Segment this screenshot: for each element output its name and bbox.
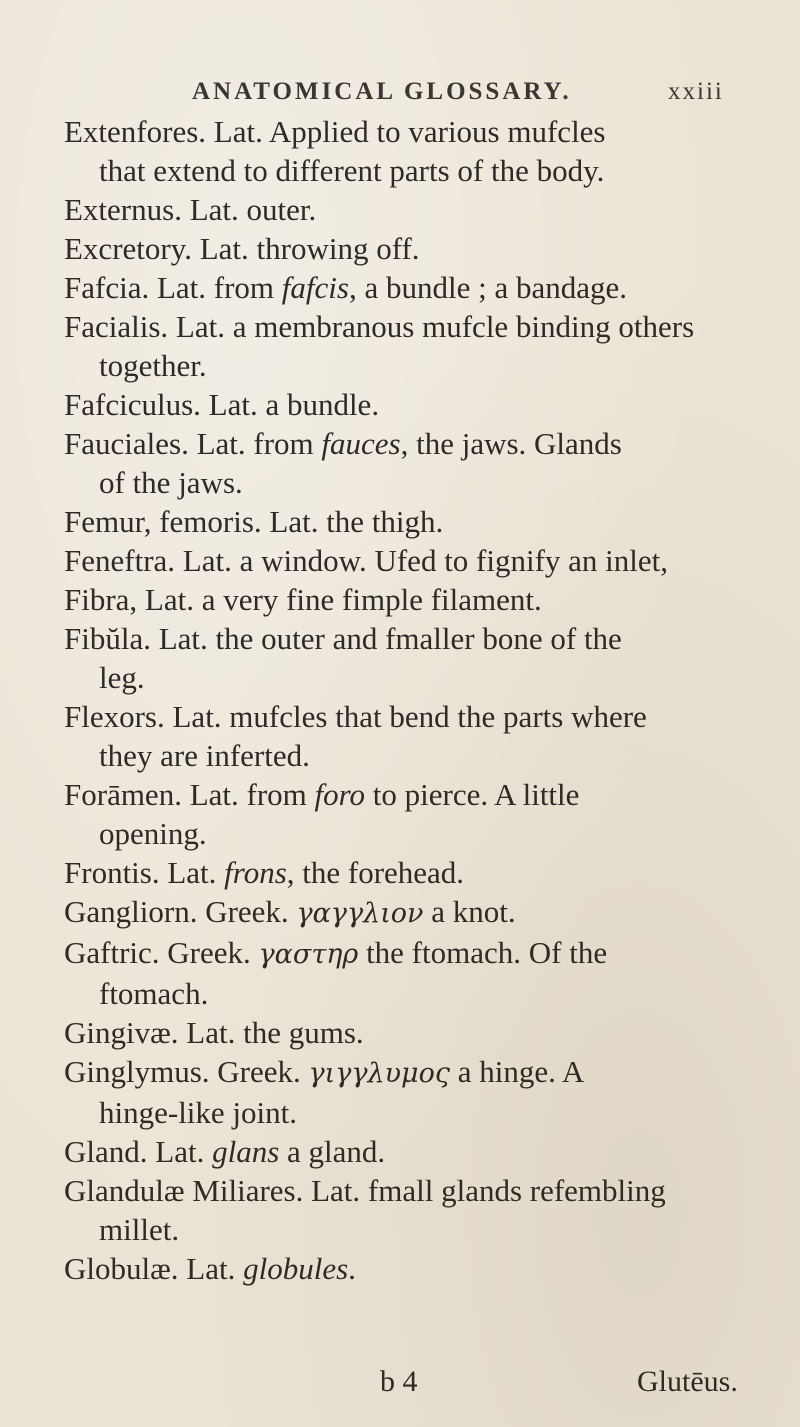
entry-frontis xyxy=(64,853,789,892)
entry-italic-term: fafcis xyxy=(281,270,349,305)
entry-flexors xyxy=(64,697,789,775)
entry-text: Flexors. Lat. mufcles that bend the parts where xyxy=(64,699,647,734)
entry-text: Gaftric. Greek. xyxy=(64,935,259,970)
entry-text: Fibra, Lat. a very fine fimple filament. xyxy=(64,582,542,617)
entry-text: Frontis. Lat. xyxy=(64,855,225,890)
entry-continuation: opening. xyxy=(99,816,207,851)
entry-text: Fauciales. Lat. from xyxy=(64,426,322,461)
entry-fafciculus xyxy=(64,385,789,424)
entry-text: , a bundle ; a bandage. xyxy=(348,270,627,305)
glossary-entries xyxy=(0,112,800,1288)
entry-continuation: leg. xyxy=(99,660,145,695)
entry-feneftra xyxy=(64,541,789,580)
entry-italic-term: frons xyxy=(224,855,287,890)
entry-text: Extenfores. Lat. Applied to various mufcles xyxy=(64,114,606,149)
entry-gaftric xyxy=(64,933,789,1013)
entry-glandulae-miliares xyxy=(64,1171,789,1249)
entry-italic-term: fauces xyxy=(321,426,401,461)
entry-text: Feneftra. Lat. a window. Ufed to fignify an inlet, xyxy=(64,543,669,578)
catchword: Glutēus. xyxy=(637,1365,738,1398)
entry-continuation: together. xyxy=(99,348,207,383)
entry-femur xyxy=(64,502,789,541)
entry-fibra xyxy=(64,580,789,619)
entry-text: a gland. xyxy=(279,1134,386,1169)
entry-continuation: millet. xyxy=(99,1212,180,1247)
entry-continuation: hinge-like joint. xyxy=(99,1095,298,1130)
entry-extenfores xyxy=(64,112,789,190)
entry-text: Fafciculus. Lat. a bundle. xyxy=(64,387,380,422)
entry-globulae xyxy=(64,1249,789,1288)
entry-text: . xyxy=(348,1251,356,1286)
entry-text: Femur, femoris. Lat. the thigh. xyxy=(64,504,444,539)
signature-mark: b 4 xyxy=(380,1365,418,1398)
entry-text: Gangliorn. Greek. xyxy=(64,894,297,929)
entry-gland xyxy=(64,1132,789,1171)
entry-gingivae xyxy=(64,1013,789,1052)
entry-fauciales xyxy=(64,424,789,502)
entry-greek-term: γαστηρ xyxy=(258,939,359,970)
page-footer xyxy=(0,1365,800,1405)
entry-text: to pierce. A little xyxy=(365,777,580,812)
entry-text: Gingivæ. Lat. the gums. xyxy=(64,1015,364,1050)
entry-text: Excretory. Lat. throwing off. xyxy=(64,231,420,266)
entry-text: Ginglymus. Greek. xyxy=(64,1054,309,1089)
entry-continuation: ftomach. xyxy=(99,976,209,1011)
entry-facialis xyxy=(64,307,789,385)
entry-text: the ftomach. Of the xyxy=(358,935,608,970)
entry-text: Glandulæ Miliares. Lat. fmall glands refembling xyxy=(64,1173,666,1208)
entry-text: Fibŭla. Lat. the outer and fmaller bone of the xyxy=(64,621,622,656)
entry-italic-term: glans xyxy=(212,1134,280,1169)
entry-gangliorn xyxy=(64,892,789,933)
entry-italic-term: foro xyxy=(314,777,366,812)
entry-foramen xyxy=(64,775,789,853)
entry-italic-term: globules xyxy=(243,1251,349,1286)
entry-text: Gland. Lat. xyxy=(64,1134,213,1169)
page-number: xxiii xyxy=(668,78,724,105)
entry-continuation: they are inferted. xyxy=(99,738,310,773)
entry-text: Externus. Lat. outer. xyxy=(64,192,317,227)
running-head xyxy=(0,74,800,114)
entry-externus xyxy=(64,190,789,229)
entry-greek-term: γιγγλυμος xyxy=(308,1058,450,1089)
entry-continuation: that extend to different parts of the body. xyxy=(99,153,605,188)
entry-fafcia xyxy=(64,268,789,307)
entry-fibula xyxy=(64,619,789,697)
entry-text: Fafcia. Lat. from xyxy=(64,270,282,305)
entry-continuation: of the jaws. xyxy=(99,465,243,500)
entry-text: , the jaws. Glands xyxy=(400,426,622,461)
entry-text: a hinge. A xyxy=(449,1054,585,1089)
entry-text: Facialis. Lat. a membranous mufcle binding others xyxy=(64,309,695,344)
entry-text: , the forehead. xyxy=(286,855,465,890)
entry-greek-term: γαγγλιον xyxy=(296,898,424,929)
entry-text: Forāmen. Lat. from xyxy=(64,777,315,812)
running-title: ANATOMICAL GLOSSARY. xyxy=(192,78,572,105)
entry-text: Globulæ. Lat. xyxy=(64,1251,244,1286)
entry-text: a knot. xyxy=(423,894,516,929)
entry-excretory xyxy=(64,229,789,268)
entry-ginglymus xyxy=(64,1052,789,1132)
